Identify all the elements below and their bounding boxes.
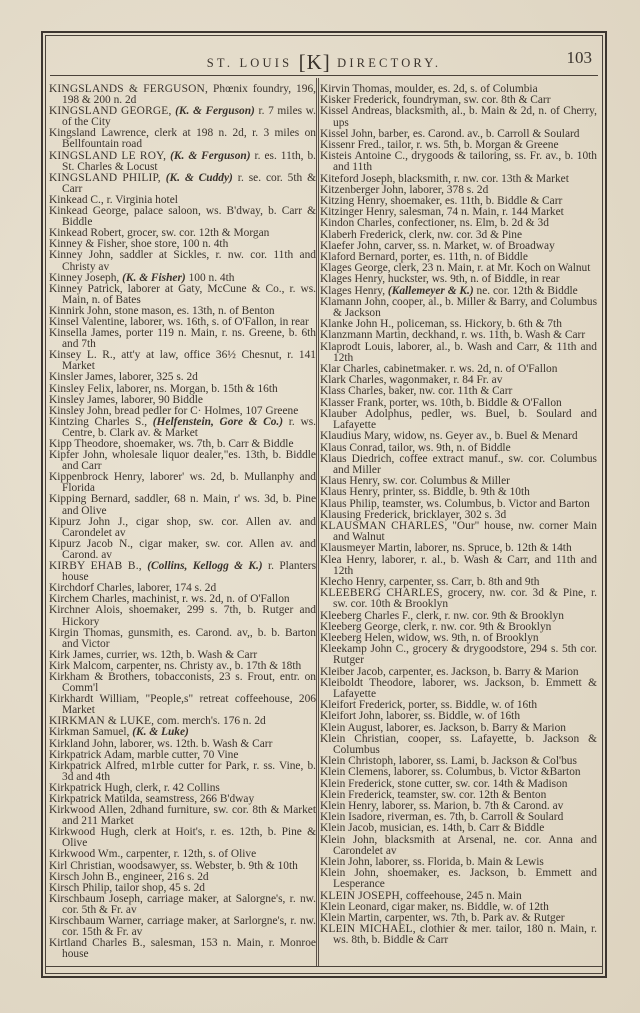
- entry-name: Kirvin Thomas,: [320, 83, 392, 95]
- column-divider: [316, 78, 317, 966]
- entry-details: 100 n. 4th: [185, 271, 235, 284]
- entry-name: Kipp Theodore,: [49, 438, 121, 450]
- entry-name: Klaefer John,: [320, 239, 382, 252]
- entry-details: laborer at Gaty, McCune & Co., r. ws. Main, n. of Bates: [62, 282, 316, 306]
- entry-details: porter, ss. Biddle, w. of 16th: [405, 699, 538, 712]
- entry-details: porter, ws. 10th, b. Biddle & O'Fallon: [386, 396, 562, 409]
- entry-name: Kipping Bernard,: [49, 493, 131, 506]
- entry-details: carpenter, ns. Christy av., b. 17th & 18th: [113, 659, 302, 672]
- entry-details: saddler, 68 n. Main, r' ws. 3d, b. Pine and Olive: [62, 493, 316, 517]
- bottom-rule: [45, 966, 603, 967]
- directory-entry: [49, 561, 316, 583]
- entry-details: engineer, 216 s. 2d: [119, 870, 209, 883]
- entry-details: laborer, r. al., b. Wash & Carr, and 11th and 12th: [333, 553, 597, 577]
- entry-name: KLEEBERG CHARLES,: [320, 587, 443, 600]
- entry-details: stone cutter, sw. cor. 14th & Madison: [394, 777, 568, 790]
- entry-name: Kippenbrock Henry,: [49, 471, 145, 484]
- entry-firm: (K. & Fisher): [122, 271, 186, 284]
- directory-entry: [49, 916, 316, 938]
- entry-firm: (K. & Luke): [132, 726, 189, 739]
- entry-details: bricklayer, 302 s. 3d: [410, 508, 507, 521]
- directory-entry: [320, 835, 597, 857]
- entry-details: r. se. cor. 5th & Carr: [62, 171, 317, 195]
- entry-details: laborer, al., b. Wash and Carr, & 11th and 12th: [333, 340, 597, 364]
- directory-entry: [49, 605, 316, 627]
- entry-details: laborer, ss. Lami, b. Jackson & Col'bus: [395, 755, 577, 768]
- entry-name: Kinsley James,: [49, 393, 118, 406]
- entry-name: Kissel Andreas,: [320, 105, 393, 118]
- entry-name: Kissel John,: [320, 127, 376, 140]
- entry-name: Kitzing Henry,: [320, 195, 388, 208]
- entry-name: Klages George,: [320, 262, 391, 275]
- entry-details: carver, ss. n. Market, w. of Broadway: [381, 239, 555, 252]
- entry-details: carriage maker, at Sarlorgne's, r. nw. cor. 15th & Fr. av: [62, 915, 316, 939]
- entry-name: Klaus Philip,: [320, 497, 380, 510]
- directory-entry: [49, 672, 316, 694]
- entry-name: Kirschbaum Joseph,: [49, 892, 143, 905]
- entry-name: Kirkpatrick Alfred,: [49, 759, 138, 772]
- directory-entry: [320, 521, 597, 543]
- directory-entry: [320, 588, 597, 610]
- entry-details: laborer, ss. Florida, b. Main & Lewis: [372, 856, 544, 869]
- entry-details: palace saloon, ws. B'dway, b. Carr & Biddle: [62, 205, 316, 229]
- directory-entry: [320, 734, 597, 756]
- entry-details: com. merch's. 176 n. 2d: [154, 715, 266, 728]
- entry-name: Kleiboldt Theodore,: [320, 676, 416, 689]
- entry-details: gunsmith, es. Carond. av,, b. b. Barton and Victor: [62, 626, 316, 650]
- directory-entry: [49, 539, 316, 561]
- directory-entry: [320, 678, 597, 700]
- right-column: [320, 84, 597, 947]
- entry-name: Kipurz John J.,: [49, 515, 129, 528]
- entry-details: shoemaker, es. 11th, b. Biddle & Carr: [387, 195, 563, 208]
- header-city: ST. LOUIS: [206, 56, 293, 70]
- entry-details: laborer, 325 s. 2d: [116, 371, 198, 384]
- entry-name: Kirkland John,: [49, 737, 117, 750]
- directory-entry: [49, 128, 316, 150]
- directory-entry: [320, 868, 597, 890]
- entry-name: Kleifort John,: [320, 710, 384, 723]
- entry-name: Kirkwood Allen,: [49, 804, 127, 817]
- entry-name: Klein Frederick,: [320, 788, 395, 801]
- entry-details: policeman, ss. Hickory, b. 6th & 7th: [394, 318, 562, 331]
- entry-details: porter 119 n. Main, r. ns. Greene, b. 6th and 7th: [62, 327, 316, 351]
- entry-details: carpenter, es. Jackson, b. Barry & Marion: [385, 665, 579, 678]
- entry-name: Klaus Henry,: [320, 486, 380, 499]
- entry-name: Kirkwood Wm.,: [49, 848, 124, 861]
- entry-details: laborer, ws. 12th. b. Wash & Carr: [116, 737, 273, 750]
- entry-name: Klages Henry,: [320, 284, 386, 297]
- entry-name: Kinsley John,: [49, 404, 112, 417]
- entry-firm: (K. & Ferguson): [175, 105, 255, 118]
- entry-details: clerk at 198 n. 2d, r. 3 miles on Bellfountain road: [62, 127, 316, 151]
- entry-name: Kleifort Frederick,: [320, 699, 406, 712]
- entry-name: Kinsella James,: [49, 327, 122, 340]
- entry-details: laborer' ws. 2d, b. Mullanphy and Florida: [62, 471, 316, 495]
- entry-details: m1rble cutter for Park, r. ss. Vine, b. 3d and 4th: [62, 759, 316, 783]
- entry-details: coffeehouse, 245 n. Main: [402, 889, 522, 902]
- entry-name: Klausing Frederick,: [320, 508, 411, 521]
- entry-details: carpenter, ss. Carr, b. 8th and 9th: [386, 575, 540, 588]
- entry-name: Kipurz Jacob N.,: [49, 537, 134, 550]
- entry-name: Kirkhardt William,: [49, 693, 140, 706]
- entry-name: KIRBY EHAB B.,: [49, 560, 142, 573]
- entry-details: 2dhand furniture, sw. cor. 8th & Market and 211 Market: [62, 804, 316, 828]
- entry-details: musician, es. 14th, b. Carr & Biddle: [376, 822, 545, 835]
- entry-name: Kinsley Felix,: [49, 382, 114, 395]
- directory-entry: [49, 417, 316, 439]
- entry-name: Kirk Malcom,: [49, 659, 114, 672]
- entry-name: Kisteis Antoine C.,: [320, 150, 408, 163]
- entry-name: Kirkman Samuel,: [49, 726, 130, 739]
- entry-name: Klein August,: [320, 721, 384, 734]
- entry-name: Klein Leonard,: [320, 900, 389, 913]
- entry-name: Kirschbaum Warner,: [49, 915, 144, 928]
- directory-entry: [49, 84, 316, 106]
- entry-details: laborer, ws. 16th, s. of O'Fallon, in rear: [127, 315, 309, 328]
- entry-name: Kleeberg George,: [320, 620, 401, 633]
- column-divider-secondary: [318, 78, 319, 966]
- entry-details: widow, ns. Geyer av., b. Buel & Menard: [390, 430, 578, 443]
- entry-details: carpenter, ws. 7th, b. Park av. & Rutger: [382, 912, 565, 925]
- entry-name: Kinsey L. R.,: [49, 349, 116, 362]
- entry-details: baker, nw. cor. 11th & Carr: [385, 385, 513, 398]
- directory-entry: [49, 894, 316, 916]
- entry-firm: (Kallemeyer & K.): [387, 284, 474, 297]
- entry-name: Klaus Diedrich,: [320, 452, 395, 465]
- entry-details: coffee extract manuf., sw. cor. Columbus and Miller: [333, 452, 597, 476]
- entry-details: grocer, sw. cor. 12th & Morgan: [124, 227, 270, 240]
- entry-name: KINGSLAND LE ROY,: [49, 149, 167, 162]
- entry-details: clerk, r. nw. cor. 9th & Brooklyn: [413, 609, 564, 622]
- entry-name: Klein Clemens,: [320, 766, 391, 779]
- entry-name: Kirsch Philip,: [49, 881, 113, 894]
- entry-details: clerk, nw. cor. 3d & Pine: [406, 228, 523, 241]
- entry-name: Kirl Christian,: [49, 859, 115, 872]
- entry-name: Kisker Frederick,: [320, 94, 400, 107]
- entry-name: Klamann John,: [320, 295, 390, 308]
- running-header: [48, 44, 600, 72]
- entry-details: laborer, es. Jackson, b. Barry & Marion: [383, 721, 566, 734]
- entry-details: currier, ws. 12th, b. Wash & Carr: [103, 648, 258, 661]
- entry-name: Kinkead C.,: [49, 193, 104, 206]
- entry-name: Klecho Henry,: [320, 575, 387, 588]
- entry-details: salesman, 153 n. Main, r. Monroe house: [62, 937, 316, 961]
- entry-name: Kirkpatrick Hugh,: [49, 781, 133, 794]
- directory-entry: [49, 106, 316, 128]
- entry-details: printer, ss. Biddle, b. 9th & 10th: [380, 486, 530, 499]
- entry-details: clerk, r. nw. cor. 9th & Brooklyn: [400, 620, 552, 633]
- entry-details: riverman, es. 7th, b. Carroll & Soulard: [384, 811, 564, 824]
- entry-details: cigar maker, ns. Biddle, w. of 12th: [388, 900, 549, 913]
- entry-details: r. ws. Centre, b. Clark av. & Market: [62, 415, 316, 439]
- entry-name: Kleeberg Charles F.,: [320, 609, 414, 622]
- entry-name: Kinney Patrick,: [49, 282, 123, 295]
- entry-name: Kintzing Charles S.,: [49, 415, 148, 428]
- entry-details: barber, es. Carond. av., b. Carroll & Soulard: [375, 127, 580, 140]
- entry-details: salesman, 74 n. Main, r. 144 Market: [396, 206, 564, 219]
- entry-details: laborer, 90 Biddle: [117, 393, 203, 406]
- entry-name: Klein Frederick,: [320, 777, 395, 790]
- directory-entry: [49, 694, 316, 716]
- entry-details: r. es. 11th, b. St. Charles & Locust: [62, 149, 316, 173]
- entry-details: deckhand, r. ws. 11th, b. Wash & Carr: [409, 329, 586, 342]
- entry-details: woodsawyer, ss. Webster, b. 9th & 10th: [114, 859, 298, 872]
- entry-name: KINGSLAND GEORGE,: [49, 105, 172, 118]
- entry-name: Klanzmann Martin,: [320, 329, 410, 342]
- entry-name: Klaford Bernard,: [320, 251, 398, 264]
- entry-details: bread pedler for C· Holmes, 107 Greene: [111, 404, 299, 417]
- entry-details: carpenter, r. 12th, s. of Olive: [123, 848, 257, 861]
- entry-name: Klar Charles,: [320, 363, 381, 376]
- entry-details: stone mason, es. 13th, n. of Benton: [111, 304, 275, 317]
- entry-details: drygoods & tailoring, ss. Fr. av., b. 10th and 11th: [333, 150, 597, 174]
- entry-name: Kirkpatrick Matilda,: [49, 793, 143, 805]
- entry-firm: (K. & Cuddy): [165, 171, 233, 184]
- header-directory: DIRECTORY.: [337, 56, 442, 70]
- entry-details: laborer, 378 s. 2d: [406, 183, 489, 196]
- entry-details: laborer, ss. Biddle, w. of 16th: [383, 710, 521, 723]
- directory-entry: [320, 555, 597, 577]
- entry-name: Klaus Henry,: [320, 475, 380, 488]
- entry-name: Kissenr Fred.,: [320, 139, 385, 152]
- entry-details: tobacconists, 23 s. Frout, entr. on Comm'l: [62, 670, 317, 695]
- entry-details: shoemaker, 299 s. 7th, b. Rutger and Hickory: [62, 604, 316, 628]
- entry-details: pedler, ws. Buel, b. Soulard and Lafayette: [333, 407, 597, 432]
- directory-entry: [49, 761, 316, 783]
- entry-details: cigar maker, sw. cor. Allen av. and Carond. av: [62, 537, 316, 561]
- entry-name: Kirchem Charles,: [49, 593, 130, 606]
- entry-name: Kinney & Fisher,: [49, 238, 128, 251]
- entry-name: KINGSLAND PHILIP,: [49, 171, 161, 184]
- left-column: [49, 84, 316, 960]
- entry-name: Klein John,: [320, 867, 379, 880]
- entry-details: blacksmith, r. nw. cor. 13th & Market: [395, 172, 569, 185]
- entry-details: blacksmith, al., b. Main & 2d, n. of Cherry, ups: [333, 105, 597, 129]
- entry-name: KLAUSMAN CHARLES,: [320, 519, 448, 532]
- entry-name: Klein Christian,: [320, 732, 399, 745]
- entry-details: shoemaker, es. Jackson, b. Emmett and Lesperance: [333, 867, 597, 891]
- entry-name: Klaberh Frederick,: [320, 228, 407, 241]
- entry-name: Kinsel Valentine,: [49, 315, 128, 328]
- directory-entry: [320, 297, 597, 319]
- directory-entry: [49, 151, 316, 173]
- entry-name: Kirsch John B.,: [49, 870, 120, 883]
- entry-details: ne. cor. 12th & Biddle: [473, 284, 578, 297]
- entry-details: shoemaker, ws. 7th, b. Carr & Biddle: [120, 438, 294, 450]
- entry-details: laborer, ss. Columbus, b. Victor &Barton: [390, 766, 581, 779]
- entry-name: Klein Christoph,: [320, 755, 396, 768]
- entry-name: Kinney Joseph,: [49, 271, 120, 284]
- entry-details: laborer, ns. Morgan, b. 15th & 16th: [113, 382, 278, 395]
- entry-name: Klark Charles,: [320, 374, 387, 387]
- directory-entry: [49, 472, 316, 494]
- entry-details: laborer, ws. Jackson, b. Emmett & Lafayette: [333, 676, 597, 700]
- header-title: [48, 48, 600, 73]
- entry-name: Kirchner Alois,: [49, 604, 123, 617]
- directory-entry: [49, 450, 316, 472]
- entry-details: porter, es. 11th, n. of Biddle: [397, 251, 528, 264]
- entry-details: shoe store, 100 n. 4th: [127, 238, 229, 251]
- header-letter: [K]: [298, 50, 331, 74]
- entry-name: Klaus Conrad,: [320, 441, 386, 454]
- entry-name: Kirkham & Brothers,: [49, 670, 151, 683]
- entry-name: Klein John,: [320, 833, 378, 846]
- entry-name: Kirgin Thomas,: [49, 626, 123, 639]
- entry-name: Klaudius Mary,: [320, 430, 391, 443]
- entry-details: seamstress, 266 B'dway: [142, 793, 255, 805]
- entry-name: Kinnirk John,: [49, 304, 112, 317]
- page-number: 103: [566, 48, 592, 67]
- entry-name: Klauber Adolphus,: [320, 407, 413, 420]
- entry-details: clerk, r. 42 Collins: [132, 781, 220, 794]
- entry-name: Kinsler James,: [49, 371, 117, 384]
- entry-name: Kirkwood Hugh,: [49, 826, 129, 839]
- entry-details: Phœnix foundry, 196, 198 & 200 n. 2d: [62, 83, 316, 107]
- directory-entry: [49, 494, 316, 516]
- entry-details: confectioner, ns. Elm, b. 2d & 3d: [394, 217, 549, 230]
- entry-details: foundryman, sw. cor. 8th & Carr: [399, 94, 551, 107]
- entry-name: KINGSLANDS & FERGUSON,: [49, 83, 209, 95]
- directory-entry: [320, 409, 597, 431]
- entry-details: widow, ws. 9th, n. of Brooklyn: [394, 631, 539, 644]
- entry-details: tailor, ws. 9th, n. of Biddle: [385, 441, 511, 454]
- entry-details: sw. cor. Columbus & Miller: [380, 475, 510, 488]
- directory-entry: [49, 284, 316, 306]
- entry-details: grocery, nw. cor. 3d & Pine, r. sw. cor. 10th & Brooklyn: [333, 587, 597, 611]
- entry-details: laborer, ss. Marion, b. 7th & Carond. av: [378, 800, 564, 812]
- directory-entry: [320, 342, 597, 364]
- entry-name: Kinkead George,: [49, 205, 129, 218]
- entry-name: Klein Martin,: [320, 912, 383, 925]
- entry-name: Klausmeyer Martin,: [320, 542, 412, 555]
- directory-entry: [49, 173, 316, 195]
- entry-firm: (Collins, Kellogg & K.): [147, 560, 263, 573]
- entry-firm: (Helfenstein, Gore & Co.): [152, 415, 284, 428]
- entry-name: Klaprodt Louis,: [320, 340, 394, 353]
- entry-details: saddler at Sickles, r. nw. cor. 11th and Christy av: [62, 249, 316, 273]
- directory-entry: [49, 350, 316, 372]
- entry-name: Klages Henry,: [320, 273, 386, 286]
- entry-details: grocery & drygoodstore, 294 s. 5th cor. Rutger: [333, 643, 597, 667]
- entry-name: Kleiber Jacob,: [320, 665, 386, 678]
- entry-details: clerk, 23 n. Main, r. at Mr. Koch on Walnut: [390, 262, 591, 275]
- entry-name: Kleekamp John C.,: [320, 643, 409, 656]
- directory-entry: [49, 805, 316, 827]
- entry-details: cooper, ss. Lafayette, b. Jackson & Columbus: [333, 732, 597, 756]
- entry-name: Kitzenberger John,: [320, 183, 407, 196]
- entry-details: cooper, al., b. Miller & Barry, and Columbus & Jackson: [333, 295, 598, 320]
- entry-details: moulder, es. 2d, s. of Columbia: [391, 83, 538, 95]
- entry-name: Kindon Charles,: [320, 217, 395, 230]
- entry-details: teamster, sw. cor. 12th & Benton: [394, 788, 547, 801]
- directory-entry: [49, 517, 316, 539]
- directory-entry: [49, 206, 316, 228]
- directory-entry: [320, 151, 597, 173]
- directory-entry: [320, 454, 597, 476]
- entry-name: Klein John,: [320, 856, 373, 869]
- directory-entry: [320, 644, 597, 666]
- entry-name: Klass Charles,: [320, 385, 386, 398]
- entry-name: Kingsland Lawrence,: [49, 127, 149, 140]
- entry-name: Kirkpatrick Adam,: [49, 748, 135, 761]
- entry-details: clerk at Hoit's, r. es. 12th, b. Pine & Olive: [62, 826, 316, 850]
- entry-name: Kinkead Robert,: [49, 227, 125, 240]
- entry-details: laborer, ns. Spruce, b. 12th & 14th: [411, 542, 572, 555]
- entry-details: r. Planters house: [62, 560, 317, 584]
- entry-name: Kirchdorf Charles,: [49, 582, 135, 595]
- entry-name: KLEIN MICHAEL,: [320, 923, 416, 936]
- entry-details: wagonmaker, r. 84 Fr. av: [386, 374, 503, 387]
- entry-details: "People,s" retreat coffeehouse, 206 Market: [62, 693, 316, 717]
- entry-details: r. 7 miles w. of the City: [62, 105, 316, 129]
- entry-details: tailor, r. ws. 5th, b. Morgan & Greene: [384, 139, 559, 152]
- entry-details: huckster, ws. 9th, n. of Biddle, in rear: [385, 273, 560, 286]
- entry-details: cigar shop, sw. cor. Allen av. and Carondelet av: [62, 515, 316, 539]
- entry-name: Klasser Frank,: [320, 396, 387, 409]
- directory-entry: [49, 250, 316, 272]
- entry-name: Klein Henry,: [320, 800, 379, 812]
- directory-entry: [320, 924, 597, 946]
- entry-name: Kleeberg Helen,: [320, 631, 395, 644]
- entry-name: Kitzinger Henry,: [320, 206, 397, 219]
- entry-name: Klein Jacob,: [320, 822, 377, 835]
- entry-firm: (K. & Ferguson): [170, 149, 251, 162]
- entry-details: teamster, ws. Columbus, b. Victor and Barton: [379, 497, 590, 510]
- entry-details: tailor shop, 45 s. 2d: [112, 881, 206, 894]
- entry-details: clothier & mer. tailor, 180 n. Main, r. ws. 8th, b. Biddle & Carr: [333, 923, 597, 947]
- entry-name: Kirk James,: [49, 648, 104, 661]
- directory-entry: [49, 628, 316, 650]
- entry-details: r. Virginia hotel: [103, 193, 178, 206]
- entry-name: Klein Isadore,: [320, 811, 385, 824]
- entry-name: Klanke John H.,: [320, 318, 395, 331]
- entry-name: Klea Henry,: [320, 553, 377, 566]
- directory-entry: [49, 827, 316, 849]
- entry-details: wholesale liquor dealer,"es. 13th, b. Biddle and Carr: [62, 449, 316, 473]
- directory-entry: [49, 328, 316, 350]
- entry-details: att'y at law, office 36½ Chesnut, r. 141 Market: [62, 349, 316, 373]
- entry-name: Kinney John,: [49, 249, 114, 262]
- entry-name: Kirtland Charles B.,: [49, 937, 146, 950]
- entry-details: cabinetmaker. r. ws. 2d, n. of O'Fallon: [380, 363, 558, 376]
- entry-name: Kipfer John,: [49, 449, 108, 462]
- directory-entry: [320, 106, 597, 128]
- entry-name: KIRKMAN & LUKE,: [49, 715, 155, 728]
- entry-details: carriage maker, at Salorgne's, r. nw. cor. 5th & Fr. av: [62, 892, 316, 916]
- entry-details: laborer, 174 s. 2d: [134, 582, 217, 595]
- entry-details: blacksmith at Arsenal, ne. cor. Anna and Carondelet av: [333, 833, 597, 857]
- header-rule: [50, 75, 598, 76]
- entry-name: KLEIN JOSEPH,: [320, 889, 403, 902]
- entry-details: "Our" house, nw. corner Main and Walnut: [333, 519, 597, 544]
- entry-details: machinist, r. ws. 2d, n. of O'Fallon: [129, 593, 290, 606]
- entry-details: marble cutter, 70 Vine: [134, 748, 239, 761]
- entry-name: Kiteford Joseph,: [320, 172, 396, 185]
- directory-entry: [49, 938, 316, 960]
